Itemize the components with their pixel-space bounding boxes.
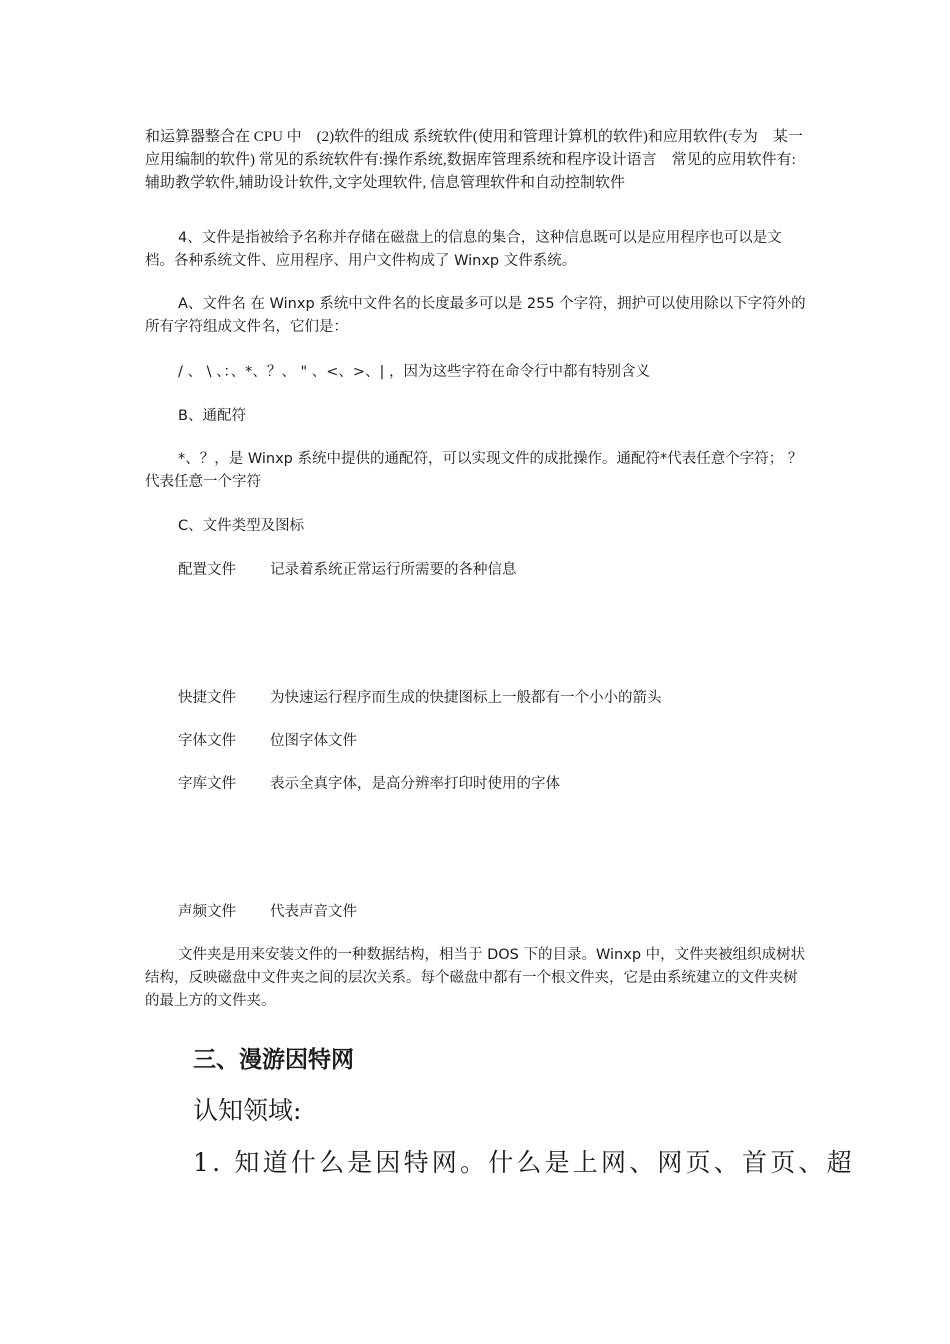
paragraph-wildcards: *、？，是 Winxp 系统中提供的通配符，可以实现文件的成批操作。通配符*代表任意个字符； ？代表任意一个字符 (145, 451, 803, 490)
paragraph-filetype-heading: C、文件类型及图标 (178, 518, 305, 534)
file-type-term: 配置文件 (178, 562, 236, 578)
file-type-desc: 代表声音文件 (270, 904, 357, 920)
file-type-desc: 位图字体文件 (270, 733, 357, 749)
paragraph-forbidden-chars: / 、 \ 、：、*、？、 " 、<、>、| ，因为这些字符在命令行中都有特别含义 (178, 364, 651, 380)
section-heading: 三、漫游因特网 (193, 1047, 354, 1073)
file-type-term: 快捷文件 (178, 690, 236, 706)
file-type-desc: 为快速运行程序而生成的快捷图标上一般都有一个小小的箭头 (270, 690, 662, 706)
paragraph-filename: A、文件名 在 Winxp 系统中文件名的长度最多可以是 255 个字符，拥护可以使用除以下字符外的所有字符组成文件名，它们是： (145, 296, 806, 335)
paragraph-wildcard-heading: B、通配符 (178, 408, 246, 424)
file-type-term: 声频文件 (178, 904, 236, 920)
file-type-row (178, 560, 517, 580)
paragraph-file-definition: 4、文件是指被给予名称并存储在磁盘上的信息的集合，这种信息既可以是应用程序也可以是文档。各种系统文件、应用程序、用户文件构成了 Winxp 文件系统。 (145, 230, 782, 269)
file-type-term: 字库文件 (178, 776, 236, 792)
file-type-desc: 记录着系统正常运行所需要的各种信息 (270, 562, 517, 578)
section-subheading: 认知领域: (193, 1096, 302, 1125)
file-type-row (178, 688, 662, 708)
file-type-desc: 表示全真字体，是高分辨率打印时使用的字体 (270, 776, 560, 792)
file-type-row (178, 902, 357, 922)
file-type-row (178, 774, 560, 794)
list-item-1: 1. 知道什么是因特网。什么是上网、网页、首页、超 (193, 1148, 855, 1177)
file-type-row (178, 731, 357, 751)
file-type-term: 字体文件 (178, 733, 236, 749)
paragraph-software: 和运算器整合在 CPU 中 (2)软件的组成 系统软件(使用和管理计算机的软件)和应用软件(专为 某一应用编制的软件) 常见的系统软件有:操作系统,数据库管理系统和程序设计语言 常见的应用软件有:辅助教学软件,辅助设计软件,文字处理软件, 信息管理软件和自动控制软件 (145, 129, 803, 191)
paragraph-folder: 文件夹是用来安装文件的一种数据结构，相当于 DOS 下的目录。Winxp 中，文件夹被组织成树状结构，反映磁盘中文件夹之间的层次关系。每个磁盘中都有一个根文件夹，它是由系统建立的文件夹树的最上方的文件夹。 (145, 947, 806, 1009)
